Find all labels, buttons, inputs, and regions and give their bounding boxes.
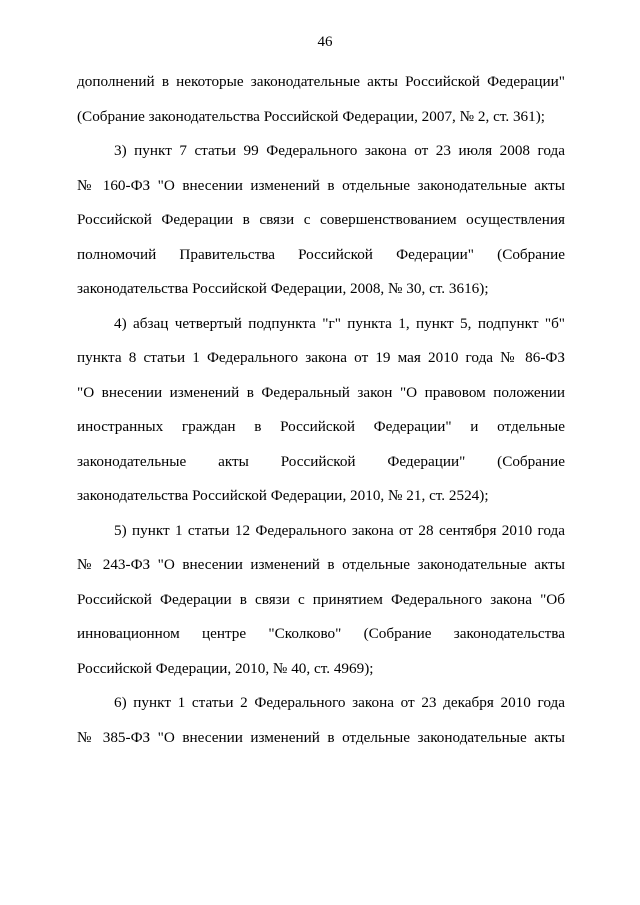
text-line: Российской Федерации, 2010, № 40, ст. 4969); — [77, 659, 374, 677]
text-line: № 160-ФЗ "О внесении изменений в отдельные законодательные акты — [77, 176, 565, 194]
text-line: (Собрание законодательства Российской Федерации, 2007, № 2, ст. 361); — [77, 107, 545, 125]
text-line: "О внесении изменений в Федеральный закон "О правовом положении — [77, 383, 565, 401]
text-line: № 385-ФЗ "О внесении изменений в отдельные законодательные акты — [77, 728, 565, 746]
text-line: дополнений в некоторые законодательные акты Российской Федерации" — [77, 73, 565, 90]
text-line: законодательства Российской Федерации, 2010, № 21, ст. 2524); — [77, 487, 489, 504]
text-line: 4) абзац четвертый подпункта "г" пункта 1, пункт 5, подпункт "б" — [114, 314, 565, 332]
document-body — [77, 70, 565, 760]
text-line: 6) пункт 1 статьи 2 Федерального закона от 23 декабря 2010 года — [114, 694, 565, 711]
text-line: 5) пункт 1 статьи 12 Федерального закона от 28 сентября 2010 года — [114, 521, 565, 539]
page-number: 46 — [317, 34, 333, 50]
text-line: полномочий Правительства Российской Федерации" (Собрание — [77, 245, 565, 263]
text-line: Российской Федерации в связи с совершенствованием осуществления — [77, 211, 565, 228]
text-line: Российской Федерации в связи с принятием Федерального закона "Об — [77, 590, 565, 608]
text-line: иностранных граждан в Российской Федерации" и отдельные — [77, 418, 565, 435]
text-line: № 243-ФЗ "О внесении изменений в отдельные законодательные акты — [77, 556, 565, 573]
text-line: 3) пункт 7 статьи 99 Федерального закона от 23 июля 2008 года — [114, 142, 565, 159]
text-line: законодательные акты Российской Федерации" (Собрание — [77, 452, 565, 470]
text-line: пункта 8 статьи 1 Федерального закона от 19 мая 2010 года № 86-ФЗ — [77, 349, 565, 366]
text-line: инновационном центре "Сколково" (Собрание законодательства — [77, 625, 565, 642]
text-line: законодательства Российской Федерации, 2008, № 30, ст. 3616); — [77, 280, 489, 297]
